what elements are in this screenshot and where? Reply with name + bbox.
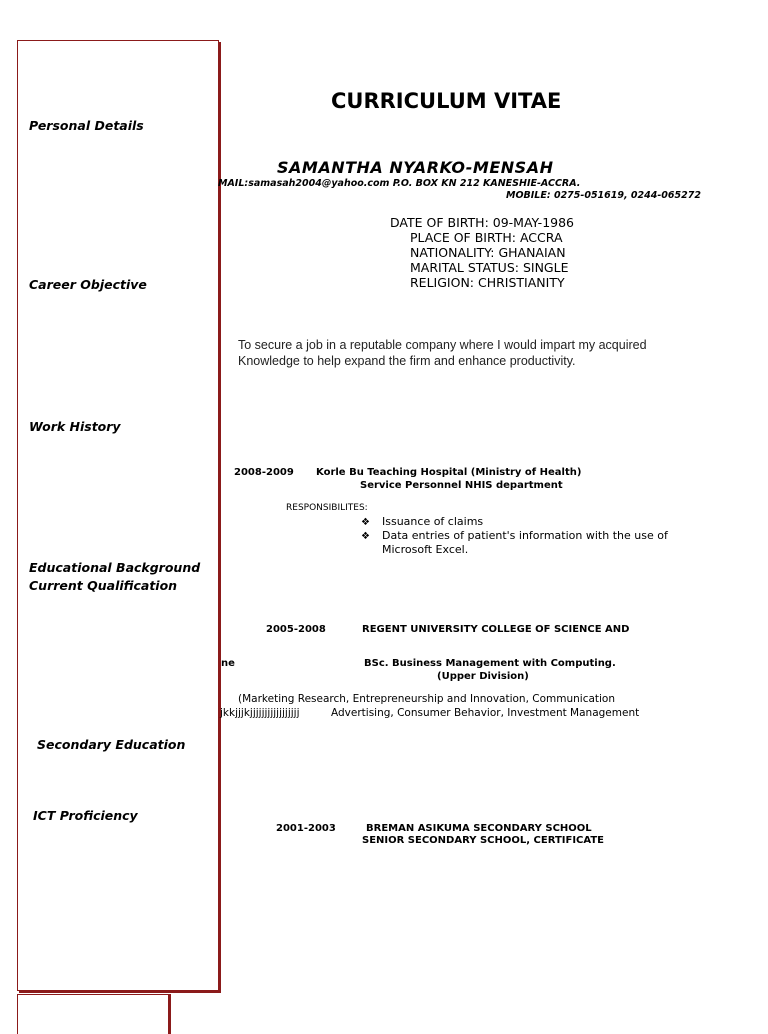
responsibilities-list bbox=[358, 515, 668, 557]
courses-prefix: jkkjjjkjjjjjjjjjjjjjjjjj bbox=[220, 707, 300, 719]
objective-line-1: To secure a job in a reputable company where I would impart my acquired bbox=[238, 338, 647, 352]
secondary-years: 2001-2003 bbox=[276, 823, 336, 834]
work-position: Service Personnel NHIS department bbox=[360, 480, 563, 491]
marital-status: MARITAL STATUS: SINGLE bbox=[410, 260, 569, 275]
courses-line-1: (Marketing Research, Entrepreneurship and Innovation, Communication bbox=[238, 693, 616, 705]
work-history-heading: Work History bbox=[29, 419, 121, 434]
career-objective-heading: Career Objective bbox=[29, 277, 147, 292]
work-employer: Korle Bu Teaching Hospital (Ministry of Health) bbox=[316, 467, 582, 478]
education-years: 2005-2008 bbox=[266, 624, 326, 635]
work-years: 2008-2009 bbox=[234, 467, 294, 478]
nationality: NATIONALITY: GHANAIAN bbox=[410, 245, 566, 260]
personal-details-heading: Personal Details bbox=[29, 118, 144, 133]
objective-line-2: Knowledge to help expand the firm and enhance productivity. bbox=[238, 354, 576, 368]
courses-line-2: Advertising, Consumer Behavior, Investment Management bbox=[331, 707, 640, 719]
ict-proficiency-heading: ICT Proficiency bbox=[33, 808, 138, 823]
secondary-school: BREMAN ASIKUMA SECONDARY SCHOOL bbox=[366, 823, 592, 834]
educational-background-heading: Educational Background bbox=[29, 560, 201, 575]
place-of-birth: PLACE OF BIRTH: ACCRA bbox=[410, 230, 563, 245]
mobile-line: MOBILE: 0275-051619, 0244-065272 bbox=[506, 190, 701, 201]
email-address-line: MAIL:samasah2004@yahoo.com P.O. BOX KN 212 KANESHIE-ACCRA. bbox=[218, 178, 581, 189]
religion: RELIGION: CHRISTIANITY bbox=[410, 275, 565, 290]
education-institution: REGENT UNIVERSITY COLLEGE OF SCIENCE AND bbox=[362, 624, 630, 635]
diamond-bullet-icon: ❖ bbox=[361, 531, 370, 542]
date-of-birth: DATE OF BIRTH: 09-MAY-1986 bbox=[390, 215, 575, 230]
education-degree: BSc. Business Management with Computing. bbox=[364, 658, 616, 669]
list-item: ❖ Data entries of patient's information with the use of bbox=[361, 529, 668, 542]
secondary-certificate: SENIOR SECONDARY SCHOOL, CERTIFICATE bbox=[362, 835, 604, 846]
candidate-name: SAMANTHA NYARKO-MENSAH bbox=[277, 158, 554, 177]
diamond-bullet-icon: ❖ bbox=[361, 517, 370, 528]
list-item: ❖ Issuance of claims bbox=[361, 515, 484, 528]
education-division: (Upper Division) bbox=[437, 671, 529, 682]
secondary-education-heading: Secondary Education bbox=[37, 737, 186, 752]
list-item: Microsoft Excel. bbox=[382, 543, 469, 556]
current-qualification-heading: Current Qualification bbox=[29, 578, 178, 593]
sidebar-panel bbox=[17, 40, 219, 991]
responsibilities-label: RESPONSIBILITES: bbox=[286, 503, 368, 513]
education-fragment: ne bbox=[221, 658, 235, 669]
document-title: CURRICULUM VITAE bbox=[331, 89, 562, 113]
sidebar-footer-box bbox=[17, 994, 169, 1034]
